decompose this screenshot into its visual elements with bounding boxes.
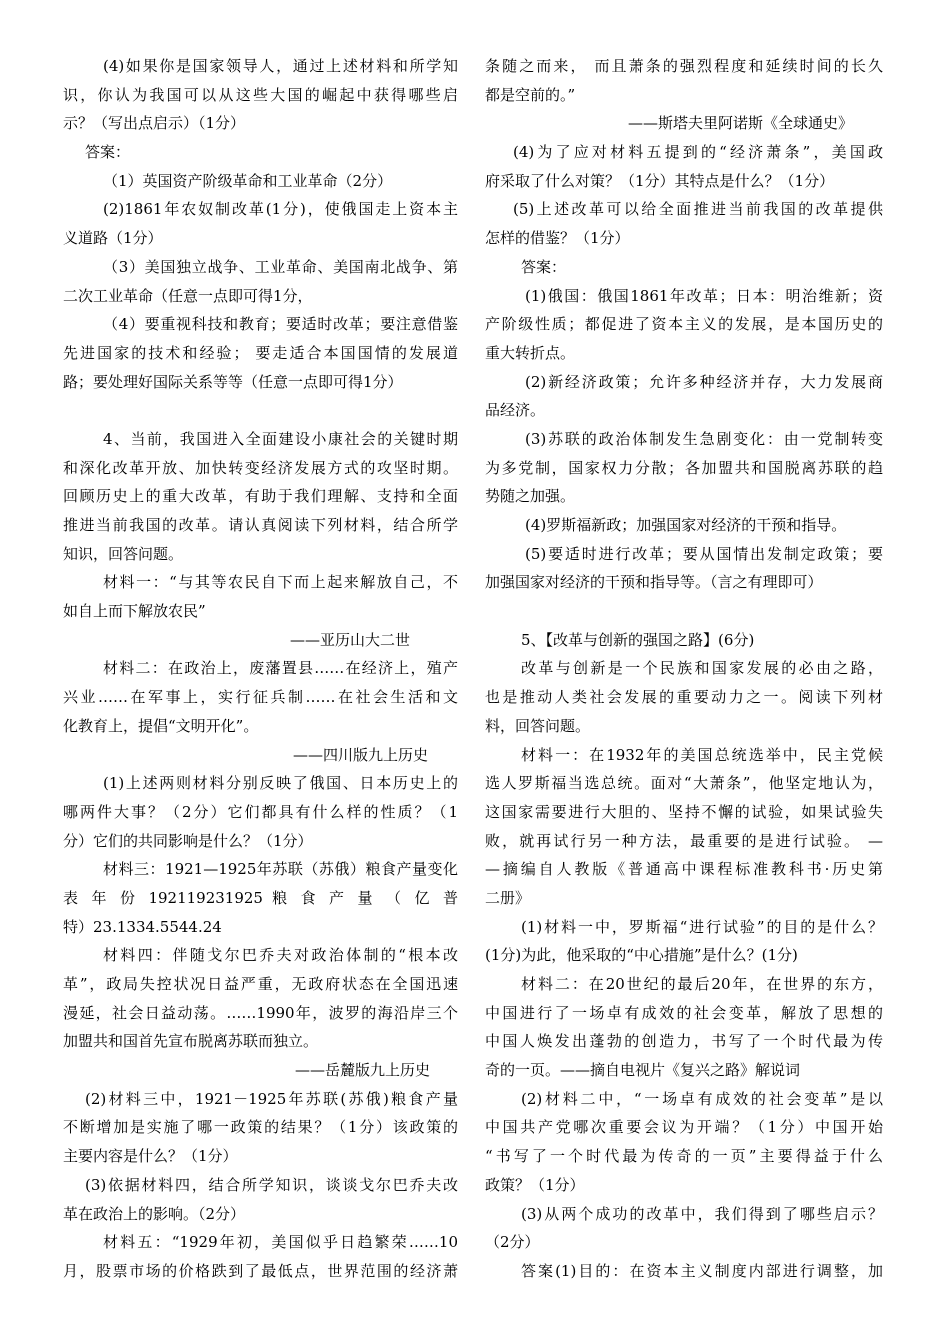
text-line: (3)依据材料四，结合所学知识，谈谈戈尔巴乔夫改 [85,1175,458,1194]
text-line: (4)如果你是国家领导人，通过上述材料和所学知 [103,57,458,75]
text-line: 回顾历史上的重大改革，有助于我们理解、支持和全面 [63,487,458,506]
text-line: 漫延，社会日益动荡。……1990年，波罗的海沿岸三个 [63,1003,458,1022]
text-line: 4、当前，我国进入全面建设小康社会的关键时期 [103,429,458,448]
text-line: 路；要处理好国际关系等等（任意一点即可得1分） [63,372,403,391]
text-line: 品经济。 [485,401,546,420]
text-line: 义道路（1分） [63,229,163,248]
text-line: “书写了一个时代最为传奇的一页”主要得益于什么 [485,1147,883,1166]
text-line: 先进国家的技术和经验； 要走适合本国国情的发展道 [63,343,458,362]
text-line: 产阶级性质；都促进了资本主义的发展，是本国历史的 [485,315,883,334]
text-line: 月，股票市场的价格跌到了最低点，世界范围的经济萧 [63,1261,458,1280]
text-line: (1)上述两则材料分别反映了俄国、日本历史上的 [103,774,458,793]
text-line: 不断增加是实施了哪一政策的结果？（1分）该政策的 [63,1118,458,1137]
text-line: 化教育上，提倡“文明开化”。 [63,716,259,735]
text-line: （4）要重视科技和教育；要适时改革；要注意借鉴 [103,315,458,334]
text-line: 这国家需要进行大胆的、坚持不懈的试验，如果试验失 [485,802,883,821]
text-line: 表 年 份 192119231925 粮 食 产 量 （ 亿 普 [63,888,458,907]
text-line: 材料五：“1929年初，美国似乎日趋繁荣……10 [103,1233,458,1252]
text-line: 也是推动人类社会发展的重要动力之一。阅读下列材 [485,688,883,707]
text-line [63,396,458,425]
text-line: (4)罗斯福新政；加强国家对经济的干预和指导。 [525,516,847,534]
text-line: (1)俄国：俄国1861年改革；日本：明治维新；资 [525,286,883,305]
text-line: （3）美国独立战争、工业革命、美国南北战争、第 [103,257,458,276]
text-line: 兴业……在军事上，实行征兵制……在社会生活和文 [63,688,458,707]
text-line: 识，你认为我国可以从这些大国的崛起中获得哪些启 [63,85,458,104]
text-line: 材料一：“与其等农民自下而上起来解放自己，不 [103,573,458,592]
text-line: 材料二：在政治上，废藩置县……在经济上，殖产 [103,659,458,678]
text-line: ——岳麓版九上历史 [294,1061,430,1080]
text-line: (5)要适时进行改革；要从国情出发制定政策；要 [525,544,883,563]
text-line: ——斯塔夫里阿诺斯《全球通史》 [627,114,853,133]
text-line: 分）它们的共同影响是什么？（1分） [63,831,313,850]
text-line: 加强国家对经济的干预和指导等。（言之有理即可） [485,573,823,592]
text-line: (2)1861年农奴制改革(1分)，使俄国走上资本主 [103,200,458,219]
left-column [63,52,458,1286]
text-line: (3)从两个成功的改革中，我们得到了哪些启示？ [521,1204,883,1223]
text-line: 推进当前我国的改革。请认真阅读下列材料，结合所学 [63,516,458,534]
text-line: （1）英国资产阶级革命和工业革命（2分） [103,171,393,190]
text-line: 材料四：伴随戈尔巴乔夫对政治体制的“根本改 [103,946,458,965]
right-column [485,52,883,1286]
text-line: 都是空前的。” [485,85,576,104]
text-line: 哪两件大事？（2分）它们都具有什么样的性质？（1 [63,802,458,821]
text-line: 为多党制，国家权力分散；各加盟共和国脱离苏联的趋 [485,458,883,477]
text-line: 5、【改革与创新的强国之路】(6分) [521,630,755,649]
text-line: (3)苏联的政治体制发生急剧变化：由一党制转变 [525,429,883,448]
text-line: 革在政治上的影响。（2分） [63,1204,246,1223]
text-line: (2)材料二中，“一场卓有成效的社会变革”是以 [521,1089,883,1108]
text-line: 二册》 [485,888,531,907]
text-line: ——亚历山大二世 [289,630,410,649]
text-line: (2)新经济政策；允许多种经济并存，大力发展商 [525,372,883,391]
text-line: 二次工业革命（任意一点即可得1分， [63,286,313,305]
text-line: ——四川版九上历史 [292,745,428,764]
text-line: 中国人焕发出蓬勃的创造力，书写了一个时代最为传 [485,1032,883,1051]
text-line: 材料一：在1932年的美国总统选举中，民主党候 [521,745,883,764]
text-line: 如自上而下解放农民” [63,602,206,621]
text-line: （2分） [485,1233,540,1252]
text-line: 知识，回答问题。 [63,544,184,563]
text-line: 改革与创新是一个民族和国家发展的必由之路， [521,659,883,678]
text-line: 料，回答问题。 [485,716,591,735]
text-line: (4)为了应对材料五提到的“经济萧条”，美国政 [513,143,883,162]
text-line: (1)材料一中，罗斯福“进行试验”的目的是什么？ [521,917,883,936]
text-line: 中国共产党哪次重要会议为开端？（1分）中国开始 [485,1118,883,1137]
text-line: 重大转折点。 [485,343,576,362]
text-line: (1分)为此，他采取的“中心措施”是什么？(1分) [485,946,798,965]
text-line: 示？（写出点启示）（1分） [63,114,246,133]
text-line: 势随之加强。 [485,487,576,506]
text-line: —摘编自人教版《普通高中课程标准教科书·历史第 [485,860,883,879]
text-line: 革”，政局失控状况日益严重，无政府状态在全国迅速 [63,975,458,993]
text-line: 怎样的借鉴？（1分） [485,229,630,248]
text-line: (2)材料三中，1921－1925年苏联(苏俄)粮食产量 [85,1089,458,1108]
text-line: 府采取了什么对策？（1分）其特点是什么？（1分） [485,171,835,190]
text-line: 败，就再试行另一种方法，最重要的是进行试验。 — [485,831,883,850]
text-line: 答案(1)目的：在资本主义制度内部进行调整，加 [521,1261,883,1280]
text-line: 政策？（1分） [485,1175,585,1194]
text-line [485,597,883,626]
text-line: 材料三：1921—1925年苏联（苏俄）粮食产量变化 [103,860,458,879]
text-line: 答案： [85,143,131,162]
text-line: 材料二：在20世纪的最后20年，在世界的东方， [521,975,883,993]
text-line: (5)上述改革可以给全面推进当前我国的改革提供 [513,200,883,219]
text-line: 特）23.1334.5544.24 [63,917,222,936]
text-line: 和深化改革开放、加快转变经济发展方式的攻坚时期。 [63,458,458,477]
text-line: 加盟共和国首先宣布脱离苏联而独立。 [63,1032,319,1051]
text-line: 答案： [521,257,567,276]
text-line: 主要内容是什么？（1分） [63,1147,238,1166]
text-line: 中国进行了一场卓有成效的社会变革，解放了思想的 [485,1003,883,1022]
text-line: 条随之而来， 而且萧条的强烈程度和延续时间的长久 [485,57,883,75]
text-line: 奇的一页。——摘自电视片《复兴之路》解说词 [485,1061,801,1080]
text-line: 选人罗斯福当选总统。面对“大萧条”，他坚定地认为， [485,774,883,793]
